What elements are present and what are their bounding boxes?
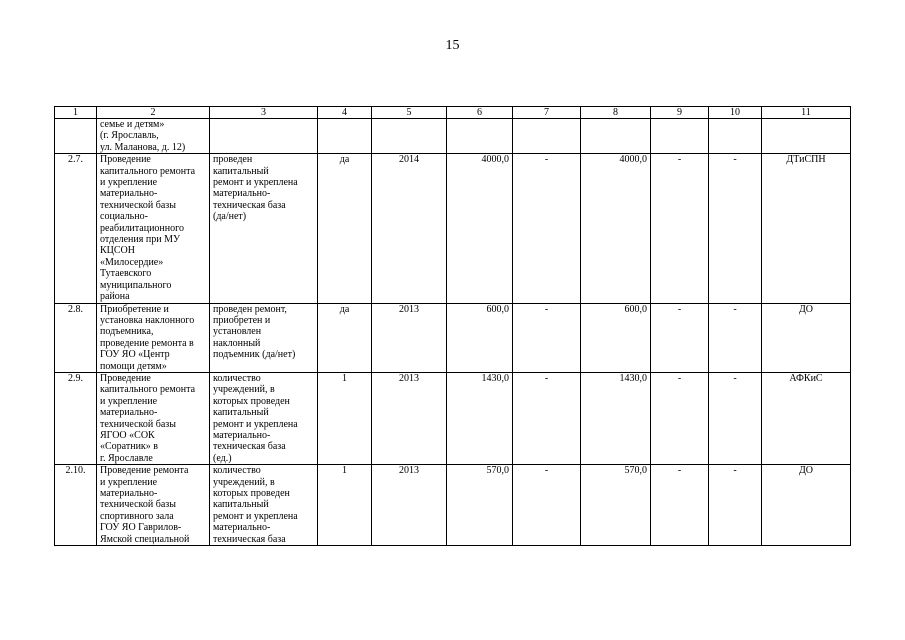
column-9-value: - [651, 303, 709, 372]
indicator: проведен ремонт, приобретен и установлен наклонный подъемник (да/нет) [210, 303, 318, 372]
column-10-value: - [709, 465, 762, 546]
column-7-value: - [513, 154, 581, 303]
column-7-value: - [513, 303, 581, 372]
column-8-value [581, 119, 651, 154]
column-header: 2 [97, 107, 210, 119]
row-number: 2.8. [55, 303, 97, 372]
column-9-value: - [651, 154, 709, 303]
column-header: 11 [762, 107, 851, 119]
row-number: 2.7. [55, 154, 97, 303]
column-header: 9 [651, 107, 709, 119]
measure-name: семье и детям» (г. Ярославль, ул. Маланова, д. 12) [97, 119, 210, 154]
year: 2013 [372, 303, 447, 372]
column-8-value: 1430,0 [581, 372, 651, 464]
indicator-value: 1 [318, 372, 372, 464]
total-amount: 570,0 [447, 465, 513, 546]
measure-name: Проведение капитального ремонта и укрепление материально- технической базы ЯГОО «СОК «Соратник» в г. Ярославле [97, 372, 210, 464]
indicator-value [318, 119, 372, 154]
measure-name: Проведение ремонта и укрепление материально- технической базы спортивного зала ГОУ ЯО Гаврилов- Ямской специальной [97, 465, 210, 546]
header-row [55, 107, 851, 119]
column-header: 6 [447, 107, 513, 119]
column-header: 3 [210, 107, 318, 119]
table-row [55, 119, 851, 154]
column-header: 10 [709, 107, 762, 119]
total-amount: 1430,0 [447, 372, 513, 464]
measure-name: Проведение капитального ремонта и укрепление материально- технической базы социально- реабилитационного отделения при МУ КЦСОН «Милосердие» Тутаевского муниципального района [97, 154, 210, 303]
column-9-value: - [651, 465, 709, 546]
executor: АФКиС [762, 372, 851, 464]
column-7-value [513, 119, 581, 154]
total-amount: 600,0 [447, 303, 513, 372]
year: 2014 [372, 154, 447, 303]
column-7-value: - [513, 372, 581, 464]
column-10-value [709, 119, 762, 154]
total-amount [447, 119, 513, 154]
year [372, 119, 447, 154]
column-10-value: - [709, 154, 762, 303]
table-row [55, 372, 851, 464]
column-10-value: - [709, 303, 762, 372]
row-number: 2.9. [55, 372, 97, 464]
indicator-value: 1 [318, 465, 372, 546]
column-header: 4 [318, 107, 372, 119]
indicator [210, 119, 318, 154]
executor [762, 119, 851, 154]
column-10-value: - [709, 372, 762, 464]
column-header: 8 [581, 107, 651, 119]
table-row [55, 303, 851, 372]
column-9-value [651, 119, 709, 154]
column-8-value: 600,0 [581, 303, 651, 372]
column-9-value: - [651, 372, 709, 464]
total-amount: 4000,0 [447, 154, 513, 303]
column-header: 7 [513, 107, 581, 119]
column-7-value: - [513, 465, 581, 546]
table-row [55, 154, 851, 303]
executor: ДО [762, 465, 851, 546]
column-8-value: 4000,0 [581, 154, 651, 303]
executor: ДО [762, 303, 851, 372]
indicator: проведен капитальный ремонт и укреплена материально- техническая база (да/нет) [210, 154, 318, 303]
column-8-value: 570,0 [581, 465, 651, 546]
program-measures-table [54, 106, 851, 546]
measure-name: Приобретение и установка наклонного подъемника, проведение ремонта в ГОУ ЯО «Центр помощи детям» [97, 303, 210, 372]
column-header: 5 [372, 107, 447, 119]
column-header: 1 [55, 107, 97, 119]
year: 2013 [372, 465, 447, 546]
indicator: количество учреждений, в которых проведен капитальный ремонт и укреплена материально- техническая база (ед.) [210, 372, 318, 464]
indicator-value: да [318, 154, 372, 303]
indicator-value: да [318, 303, 372, 372]
year: 2013 [372, 372, 447, 464]
table-row [55, 465, 851, 546]
row-number: 2.10. [55, 465, 97, 546]
executor: ДТиСПН [762, 154, 851, 303]
indicator: количество учреждений, в которых проведен капитальный ремонт и укреплена материально- техническая база [210, 465, 318, 546]
page-number: 15 [445, 38, 460, 53]
row-number [55, 119, 97, 154]
